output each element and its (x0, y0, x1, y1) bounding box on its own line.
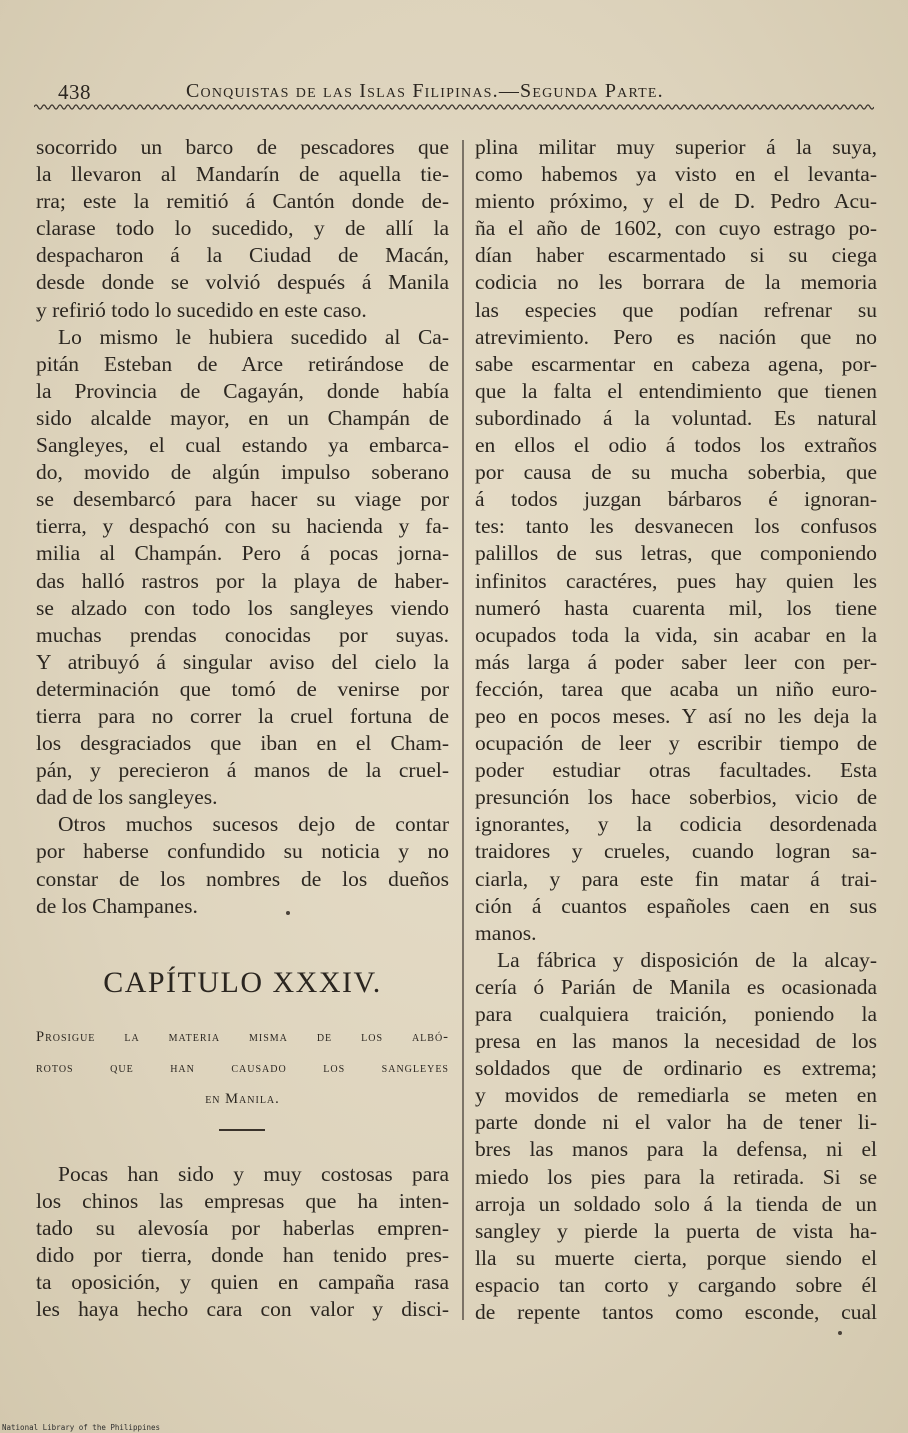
text-line: clarase todo lo sucedido, y de allí la (36, 216, 449, 241)
text-line: Sangleyes, el cual estando ya embarca- (36, 433, 449, 458)
text-line: ocupación de leer y escribir tiempo de (475, 731, 877, 756)
text-line: ciarla, y para este fin matar á trai- (475, 866, 877, 891)
text-line: constar de los nombres de los dueños (36, 866, 449, 891)
ink-speck (838, 1331, 842, 1335)
wavy-header-rule (34, 100, 874, 114)
text-line: atrevimiento. Pero es nación que no (475, 324, 877, 349)
text-line: miento próximo, y el de D. Pedro Acu- (475, 189, 877, 214)
text-line: espacio tan corto y cargando sobre él (475, 1272, 877, 1297)
text-line: rra; este la remitió á Cantón donde de- (36, 189, 449, 214)
text-line: ta oposición, y quien en campaña rasa (36, 1270, 449, 1295)
chapter-separator-rule (219, 1129, 265, 1131)
text-line: sabe escarmentar en cabeza agena, por- (475, 351, 877, 376)
text-line: codicia no les borrara de la memoria (475, 270, 877, 295)
text-line: á todos juzgan bárbaros é ignoran- (475, 487, 877, 512)
chapter-title: CAPÍTULO XXXIV. (103, 966, 382, 999)
text-line: Pocas han sido y muy costosas para (58, 1162, 449, 1186)
text-line: de los Champanes. (36, 893, 198, 918)
text-line: tes: tanto les desvanecen los confusos (475, 514, 877, 539)
text-line: se alzado con todo los sangleyes viendo (36, 595, 449, 620)
text-line: y refirió todo lo sucedido en este caso. (36, 297, 367, 322)
text-line: ción á cuantos españoles caen en sus (475, 893, 877, 918)
text-line: ocupados toda la vida, sin acabar en la (475, 622, 877, 647)
text-line: soldados que de ordinario es extrema; (475, 1056, 877, 1081)
text-line: los desgraciados que iban en el Cham- (36, 731, 449, 756)
chapter-summary (36, 1022, 449, 1115)
text-line: por causa de su mucha soberbia, que (475, 460, 877, 485)
text-line: numeró hasta cuarenta mil, los tiene (475, 595, 877, 620)
library-credit: National Library of the Philippines (2, 1423, 161, 1432)
page-number: 438 (58, 80, 91, 104)
text-line: dido por tierra, donde han tenido pres- (36, 1243, 449, 1268)
text-line: traidores y crueles, cuando logran sa- (475, 839, 877, 864)
text-line: dad de los sangleyes. (36, 785, 218, 810)
text-line: pitán Esteban de Arce retirándose de (36, 351, 449, 376)
text-line: ña el año de 1602, con cuyo estrago po- (475, 216, 877, 241)
text-line: das halló rastros por la playa de haber- (36, 568, 449, 593)
text-line: plina militar muy superior á la suya, (475, 135, 877, 159)
text-line: como habemos ya visto en el levanta- (475, 162, 877, 187)
text-line: socorrido un barco de pescadores que (36, 135, 449, 159)
text-line: de repente tantos como esconde, cual (475, 1300, 877, 1325)
text-line: do, movido de algún impulso soberano (36, 460, 449, 485)
text-line: milia al Champán. Pero á pocas jorna- (36, 541, 449, 566)
text-line: las especies que podían refrenar su (475, 297, 877, 322)
text-line: determinación que tomó de venirse por (36, 676, 449, 701)
text-line: cería ó Parián de Manila es ocasionada (475, 974, 877, 999)
running-title: Conquistas de las Islas Filipinas.—Segunda Parte. (186, 80, 664, 102)
text-line: dían haber escarmentado si su ciega (475, 243, 877, 268)
text-line: pán, y perecieron á manos de la cruel- (36, 758, 449, 783)
right-column-text (475, 134, 877, 1326)
text-line: y movidos de remediarla se meten en (475, 1083, 877, 1108)
text-line: les haya hecho cara con valor y disci- (36, 1297, 449, 1322)
text-line: que la falta el entendimiento que tienen (475, 378, 877, 403)
text-line: despacharon á la Ciudad de Macán, (36, 243, 449, 268)
text-line: la Provincia de Cagayán, donde había (36, 378, 449, 403)
text-line: presa en las manos la necesidad de los (475, 1029, 877, 1054)
text-line: tierra, y despachó con su hacienda y fa- (36, 514, 449, 539)
text-line: tado su alevosía por haberlas empren- (36, 1216, 449, 1241)
text-line: se desembarcó para hacer su viage por (36, 487, 449, 512)
text-line: arroja un soldado solo á la tienda de un (475, 1191, 877, 1216)
text-line: más larga á poder saber leer con per- (475, 649, 877, 674)
ink-speck (286, 911, 290, 915)
text-line: los chinos las empresas que ha inten- (36, 1189, 449, 1214)
left-column-text (36, 134, 449, 920)
text-line: Lo mismo le hubiera sucedido al Ca- (58, 324, 449, 349)
text-line: para cualquiera traición, poniendo la (475, 1002, 877, 1026)
text-line: La fábrica y disposición de la alcay- (497, 947, 877, 972)
text-line: rotos que han causado los sangleyes (36, 1060, 449, 1076)
text-line: sangley y pierde la puerta de vista ha- (475, 1218, 877, 1243)
text-line: Prosigue la materia misma de los albó- (36, 1029, 449, 1045)
text-line: infinitos caractéres, pues hay quien les (475, 568, 877, 593)
text-line: tierra para no correr la cruel fortuna de (36, 703, 449, 728)
left-column-text-continued (36, 1161, 449, 1324)
text-line: sido alcalde mayor, en un Champán de (36, 405, 449, 430)
text-line: bres las manos para la defensa, ni el (475, 1137, 877, 1162)
text-line: ignorantes, y la codicia desordenada (475, 812, 877, 837)
text-line: poder estudiar otras facultades. Esta (475, 758, 877, 783)
text-line: la llevaron al Mandarín de aquella tie- (36, 162, 449, 187)
text-line: palillos de sus letras, que componiendo (475, 541, 877, 566)
text-line: miedo los pies para la retirada. Si se (475, 1164, 877, 1189)
text-line: desde donde se volvió después á Manila (36, 270, 449, 295)
text-line: subordinado á la voluntad. Es natural (475, 405, 877, 430)
text-line: fección, tarea que acaba un niño euro- (475, 676, 877, 701)
text-line: manos. (475, 920, 537, 945)
column-divider (462, 140, 464, 1320)
text-line: peo en pocos meses. Y así no les deja la (475, 703, 877, 728)
text-line: Y atribuyó á singular aviso del cielo la (36, 649, 449, 674)
text-line: presunción los hace soberbios, vicio de (475, 785, 877, 810)
text-line: muchas prendas conocidas por suyas. (36, 622, 449, 647)
text-line: por haberse confundido su noticia y no (36, 839, 449, 864)
text-line: en Manila. (205, 1091, 280, 1107)
text-line: en ellos el odio á todos los extraños (475, 433, 877, 458)
text-line: parte donde ni el valor ha de tener li- (475, 1110, 877, 1135)
text-line: lla su muerte cierta, porque siendo el (475, 1245, 877, 1270)
text-line: Otros muchos sucesos dejo de contar (58, 812, 449, 837)
